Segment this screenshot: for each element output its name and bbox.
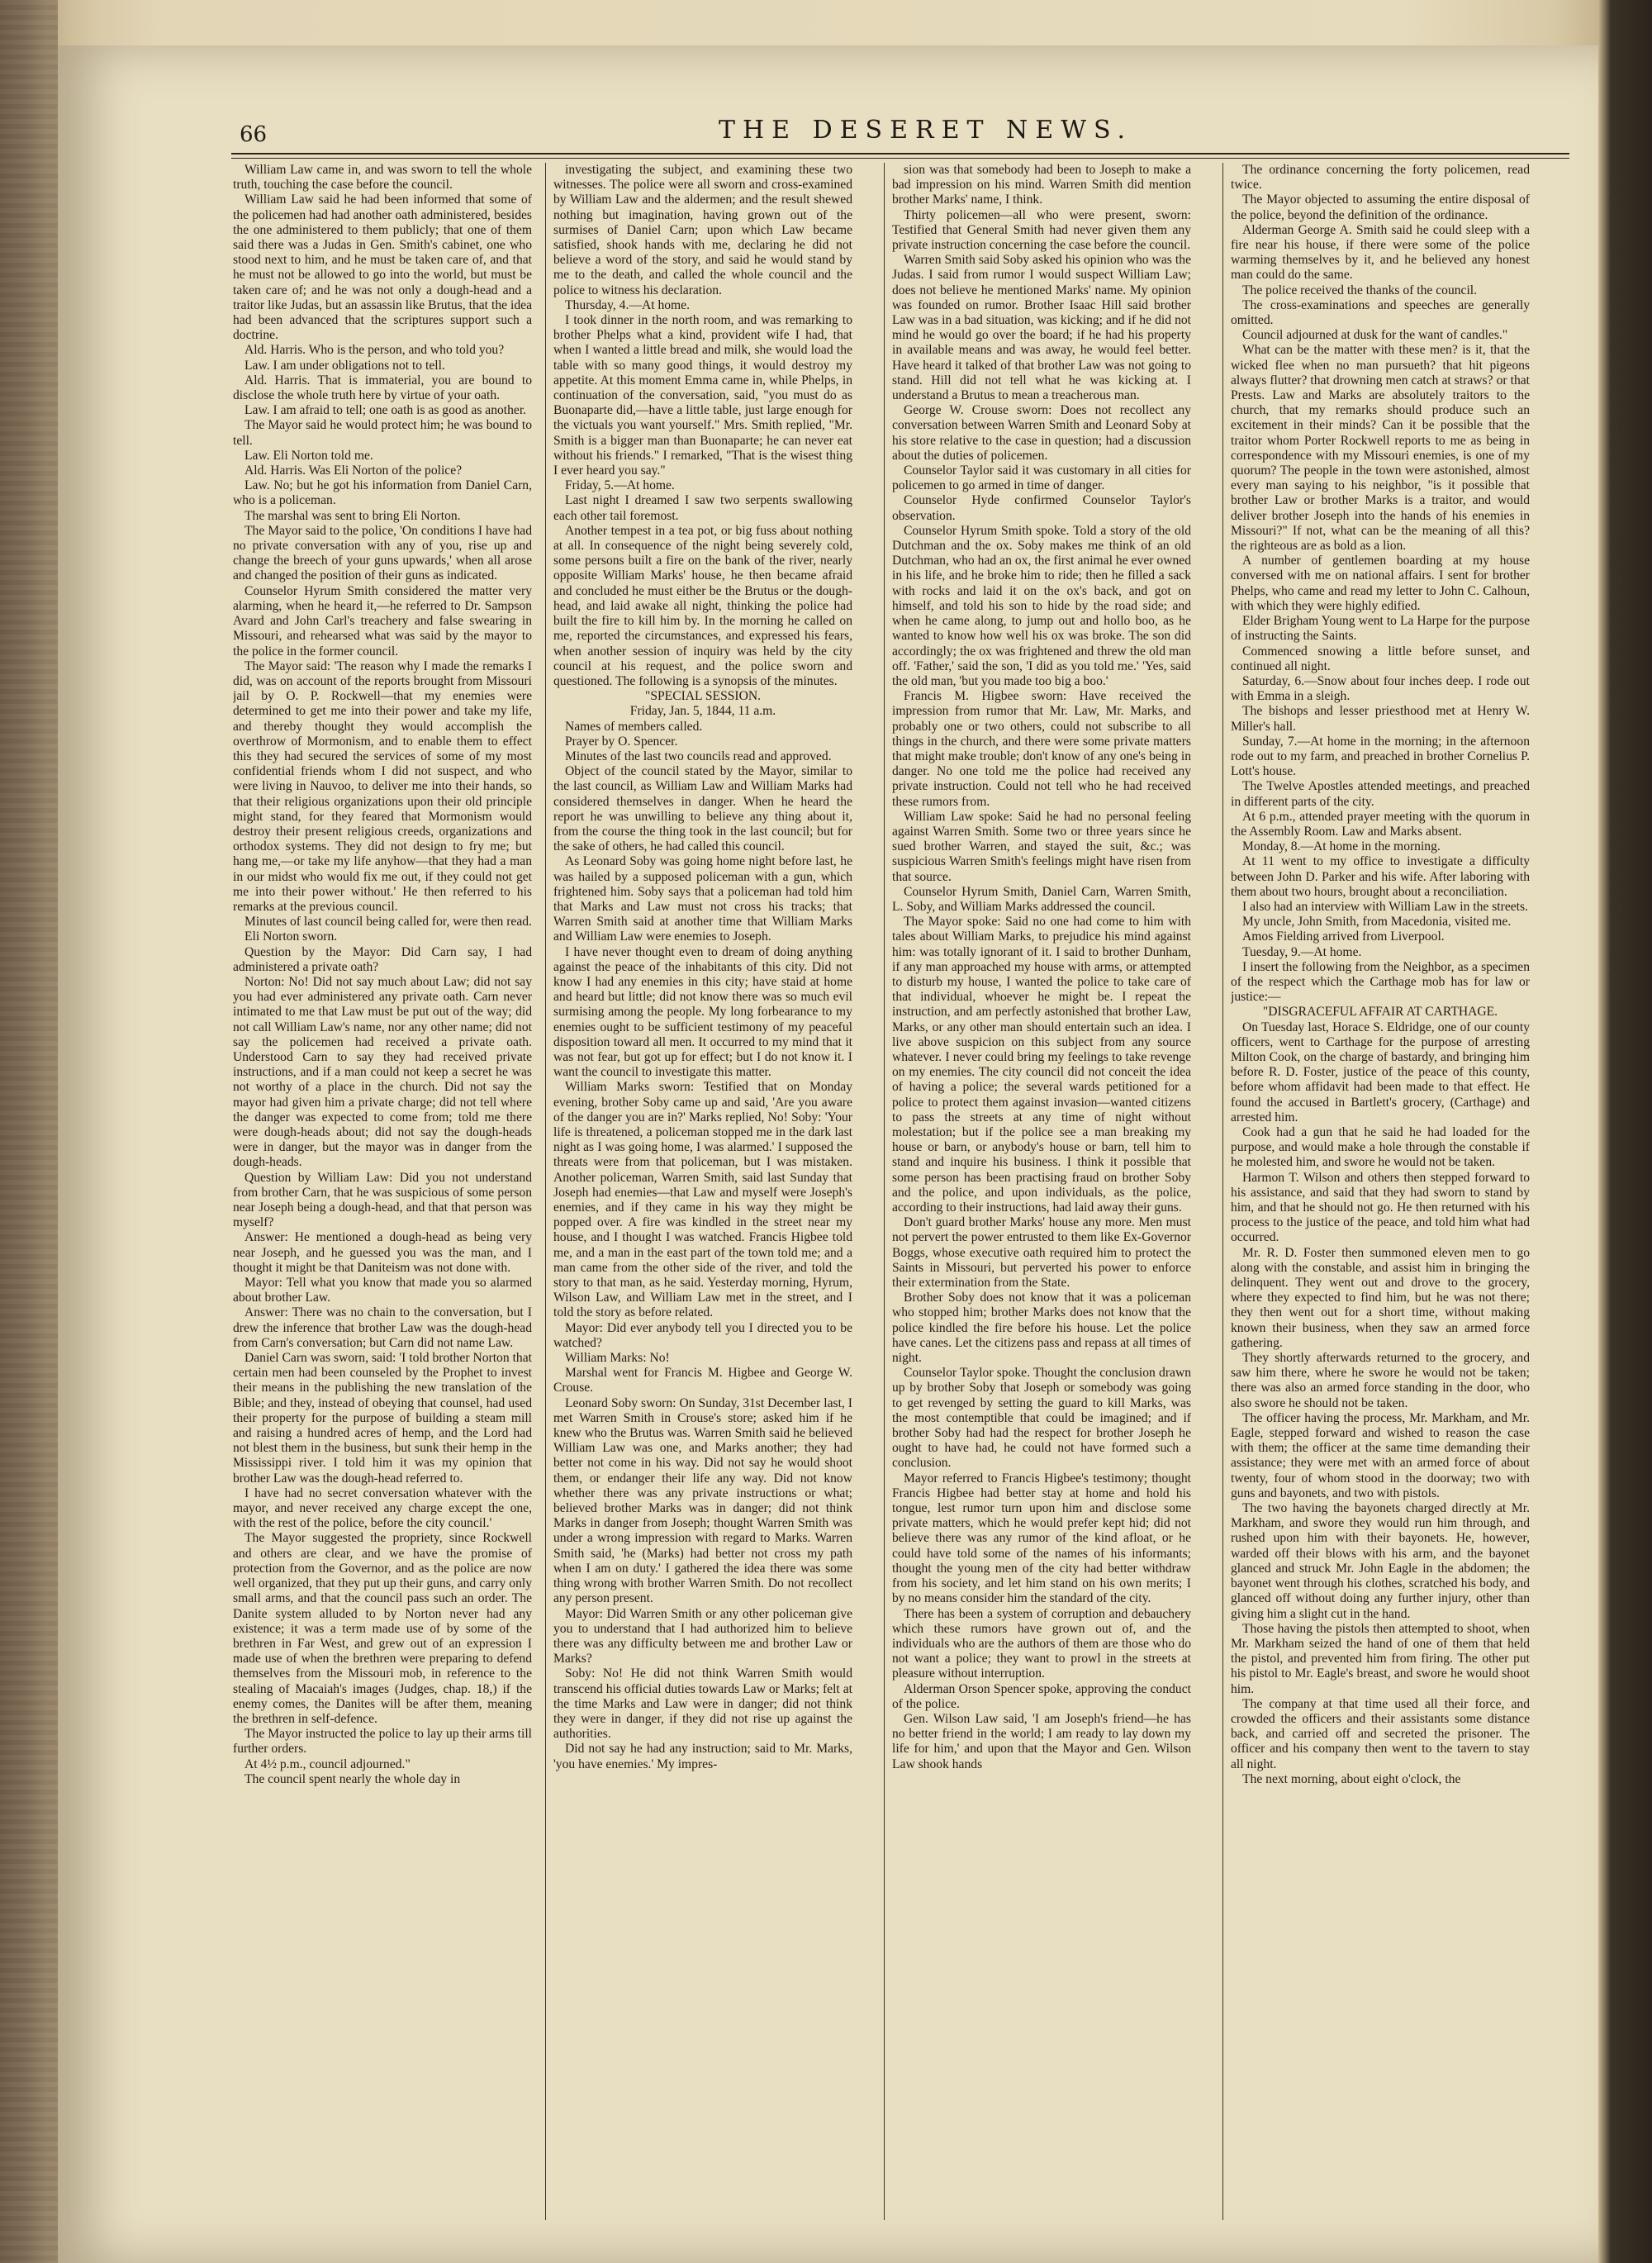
edge-fragment: on [1609,720,1621,734]
page-number: 66 [240,122,268,147]
edge-fragment: gr [1609,357,1620,370]
edge-fragment: it [1609,803,1616,816]
edge-fragment: Ca [1609,440,1623,453]
article-paragraph: Alderman George A. Smith said he could sleep with a fire near his house, if there were some of the police warming themselves by it, and he believed any honest man could do the same. [1231,222,1530,283]
article-paragraph: The next morning, about eight o'clock, the [1242,1771,1461,1786]
edge-fragment: Ju [1609,919,1621,932]
article-paragraph: Mayor: Tell what you know that made you so alarmed about brother Law. [233,1276,532,1305]
article-paragraph: sion was that somebody had been to Joseph to make a bad impression on his mind. Warren Smith did mention brother Marks' name, I think. [892,163,1191,207]
edge-fragment: ju [1609,291,1619,304]
article-paragraph: The Mayor instructed the police to lay up their arms till further orders. [233,1727,532,1757]
edge-fragment: he [1609,456,1621,469]
article-paragraph: Counselor Taylor spoke. Thought the conclusion drawn up by brother Soby that Joseph or somebody was going to get revenged by setting the guard to kill Marks, was the most contemptible that could be imagined; and if brother Soby had had the respect for brother Joseph he ought to have had, he could not have formed such a conclusion. [892,1366,1191,1471]
edge-fragment: bl [1609,423,1619,436]
article-paragraph: Law. No; but he got his information from Daniel Carn, who is a policeman. [233,478,532,508]
edge-fragment: be [1609,886,1621,899]
article-paragraph: Ald. Harris. That is immaterial, you are bound to disclose the whole truth here by virtue of your oath. [233,373,532,403]
article-paragraph: Question by the Mayor: Did Carn say, I had administered a private oath? [233,944,532,974]
article-paragraph: Warren Smith said Soby asked his opinion who was the Judas. I said from rumor I would suspect William Law; does not believe he mentioned Marks' name. My opinion was founded on rumor. Brother Isaac Hill said brother Law was in a bad situation, was kicking; and if he did not mind he would go over the board; if he had his property in available means and was away, he would feel better. Have heard it talked of that brother Law was not going to stand. Hill did not tell what he was kicking at. I understand a Brutus to mean a treacherous man. [892,253,1191,403]
article-paragraph: The two having the bayonets charged directly at Mr. Markham, and swore they would run him through, and rushed upon him with their bayonets. He, however, warded off their blows with his arm, and the bayonet glanced and struck Mr. John Eagle in the abdomen; the bayonet went through his clothes, scratched his body, and glanced off without doing any further injury, other than giving him a slight cut in the hand. [1231,1501,1530,1621]
article-paragraph: The marshal was sent to bring Eli Norton. [244,508,461,523]
column-2 [553,163,852,2220]
edge-fragment: fe [1609,588,1619,601]
edge-fragment: ev [1609,638,1621,651]
article-paragraph: Ald. Harris. Was Eli Norton of the police? [244,464,463,478]
article-paragraph: The cross-examinations and speeches are generally omitted. [1231,297,1530,328]
article-paragraph: The Mayor said: 'The reason why I made the remarks I did, was on account of the reports brought from Missouri jail by O. P. Rockwell—that my enemies were determined to get me into their power and take my life, and thereby thought they would accomplish the overthrow of Mormonism, and to enable them to effect this they had secured the services of some of my most confidential friends whom I did not suspect, and who were living in Nauvoo, to deliver me into their hands, so that their religious organizations upon their old principle might stand, for they feared that Mormonism would destroy their present religious creeds, organizations and orthodox systems. They did not design to fry me; but hang me,—or take my life anyhow—that they had a man in our midst who would fix me out, if they could not get me into their power without.' He then referred to his remarks at the previous council. [233,658,532,914]
edge-fragment: co [1609,489,1621,502]
article-paragraph: Last night I dreamed I saw two serpents swallowing each other tail foremost. [553,493,852,523]
edge-fragment: Co [1609,869,1624,882]
article-paragraph: Thursday, 4.—At home. [565,297,691,312]
article-paragraph: Alderman Orson Spencer spoke, approving the conduct of the police. [892,1681,1191,1711]
article-paragraph: Friday, Jan. 5, 1844, 11 a.m. [629,704,776,719]
column-divider [1222,163,1223,2220]
article-paragraph: Question by William Law: Did you not understand from brother Carn, that he was suspicious of some person near Joseph being a dough-head, and that that person was myself? [233,1170,532,1230]
edge-fragment: co [1609,192,1621,205]
article-paragraph: Monday, 8.—At home in the morning. [1242,839,1441,854]
edge-fragment: re [1609,406,1619,420]
header-rule [231,153,1569,155]
article-paragraph: The company at that time used all their force, and crowded the officers and their assistants some distance back, and carried off and secreted the prisoner. The officer and his company then went to the tavern to stay all night. [1231,1696,1530,1771]
article-paragraph: Answer: There was no chain to the conversation, but I drew the inference that brother Law was the dough-head from Carn's conversation; but Carn did not name Law. [233,1305,532,1350]
edge-fragment: w [1609,704,1618,717]
article-paragraph: Counselor Taylor said it was customary in all cities for policemen to go armed in time of danger. [892,464,1191,493]
article-paragraph: The bishops and lesser priesthood met at Henry W. Miller's hall. [1231,704,1530,734]
edge-fragment: St [1609,324,1620,337]
article-paragraph: investigating the subject, and examining these two witnesses. The police were all sworn and cross-examined by William Law and the aldermen; and the result shewed nothing but imagination, having grown out of the surmises of Daniel Carn; upon which Law became satisfied, shook hands with me, declaring he did not believe a word of the story, and said he would stand by me to the death, and called the whole council and the police to witness his declaration. [553,163,852,297]
article-paragraph: Brother Soby does not know that it was a policeman who stopped him; brother Marks does not know that the police kindled the fire before his house. Let the police have canes. Let the citizens pass and repass at all times of night. [892,1291,1191,1366]
article-paragraph: Council adjourned at dusk for the want of candles." [1242,328,1508,343]
article-paragraph: Harmon T. Wilson and others then stepped forward to his assistance, and said that they had sworn to stand by him, and that he should not go. He then returned with his process to the justice of the peace, and told him what had occurred. [1231,1170,1530,1245]
column-4 [1231,163,1530,2220]
article-paragraph: Law. I am afraid to tell; one oath is as good as another. [244,403,527,418]
edge-fragment: N [1609,241,1618,254]
column-divider [884,163,885,2220]
edge-fragment: sa [1609,985,1620,998]
article-paragraph: Mr. R. D. Foster then summoned eleven men to go along with the constable, and assist him in bringing the delinquent. They went out and drove to the grocery, where they expected to find him, but he was not there; they then went out for a short time, without making known their business, when they saw an armed force gathering. [1231,1245,1530,1350]
edge-fragment: he [1609,952,1621,965]
article-paragraph: Mayor: Did ever anybody tell you I directed you to be watched? [553,1320,852,1350]
edge-fragment: an [1609,654,1621,668]
article-paragraph: William Law said he had been informed that some of the policemen had had another oath administered, besides the one administered to them publicly; that one of them said there was a Judas in Gen. Smith's cabinet, one who stood next to him, and he must be taken care of, and that he must not be allowed to go into the world, but must be taken care of; and he was not only a dough-head and a traitor like Judas, but an assassin like Brutus, that the idea had been advanced that the scriptures support such a doctrine. [233,193,532,343]
article-paragraph: Another tempest in a tea pot, or big fuss about nothing at all. In consequence of the night being severely cold, some persons built a fire on the bank of the river, nearly opposite William Marks' house, he then became afraid and concluded he must either be the Brutus or the dough-head, and laid awake all night, thinking the police had built the fire to kill him by. In the morning he called on me, reported the circumstances, and expressed his fears, when another session of inquiry was held by the city council at his request, and the police sworn and questioned. The following is a synopsis of the minutes. [553,523,852,688]
article-paragraph: Norton: No! Did not say much about Law; did not say you had ever administered any private oath. Carn never intimated to me that Law must be put out of the way; did not call William Law's name, nor any other name; did not say the policemen had received a private oath. Understood Carn to say they had received private instructions, and if a man could not keep a secret he was not worthy of a place in the church. Did not say the mayor had given him a private charge; did not tell where the danger was expected to come from; told me there were dough-heads about; did not say the dough-heads were in danger, but the mayor was in danger from the dough-heads. [233,974,532,1170]
article-paragraph: At 11 went to my office to investigate a difficulty between John D. Parker and his wife. After laboring with them about two hours, brought about a reconciliation. [1231,854,1530,899]
edge-fragment: to [1609,225,1619,238]
article-paragraph: Counselor Hyrum Smith, Daniel Carn, Warren Smith, L. Soby, and William Marks addressed the council. [892,884,1191,914]
article-paragraph: Sunday, 7.—At home in the morning; in the afternoon rode out to my farm, and preached in brother Cornelius P. Lott's house. [1231,734,1530,779]
article-paragraph: The Twelve Apostles attended meetings, and preached in different parts of the city. [1231,779,1530,809]
article-paragraph: The officer having the process, Mr. Markham, and Mr. Eagle, stepped forward and wished to reason the case with them; the officer at the same time demanding their assistance; they were met with an armed force of about twenty, four of whom stood in the doorway; two with guns and bayonets, and two with pistols. [1231,1410,1530,1500]
article-paragraph: I took dinner in the north room, and was remarking to brother Phelps what a kind, provident wife I had, that when I wanted a little bread and milk, she would load the table with so many good things, it would destroy my appetite. At this moment Emma came in, while Phelps, in continuation of the conversation, said, "you must do as Buonaparte did,—have a little table, just large enough for the victuals you want yourself." Mrs. Smith replied, "Mr. Smith is a bigger man than Buonaparte; he can never eat without his friends." I remarked, "That is the wisest thing I ever heard you say." [553,313,852,478]
edge-fragment: do [1609,968,1621,982]
edge-fragment: su [1609,473,1621,486]
article-paragraph: Commenced snowing a little before sunset, and continued all night. [1231,644,1530,673]
edge-fragment: ac [1609,539,1621,552]
article-paragraph: At 4½ p.m., council adjourned." [244,1757,411,1771]
article-paragraph: The ordinance concerning the forty policemen, read twice. [1231,163,1530,193]
article-paragraph: Daniel Carn was sworn, said: 'I told brother Norton that certain men had been counseled by the Prophet to invest their means in the publishing the new translation of the Bible; and they, instead of obeying that counsel, had used their property for the purpose of building a steam mill and raising a hundred acres of hemp, and the Lord had not blest them in the business, but sunk their hemp in the Mississippi river. I told him it was my opinion that brother Law was the dough-head referred to. [233,1351,532,1486]
article-paragraph: Don't guard brother Marks' house any more. Men must not pervert the power entrusted to them like Ex-Governor Boggs, whose executive oath required him to protect the Saints in Missouri, but perverted his power to enforce their extermination from the State. [892,1215,1191,1291]
edge-fragment: sa [1609,555,1620,568]
article-paragraph: Thirty policemen—all who were present, sworn: Testified that General Smith had never given them any private instruction concerning the case before the council. [892,207,1191,253]
header-rule-thin [231,158,1569,159]
article-paragraph: Amos Fielding arrived from Liverpool. [1242,929,1445,944]
article-paragraph: The Mayor said he would protect him; he was bound to tell. [233,418,532,448]
edge-fragment: th [1609,770,1619,783]
article-paragraph: Saturday, 6.—Snow about four inches deep. I rode out with Emma in a sleigh. [1231,673,1530,704]
edge-fragment: W [1609,258,1621,271]
article-paragraph: Minutes of the last two councils read and approved. [565,749,832,763]
article-paragraph: Ald. Harris. Who is the person, and who told you? [244,343,505,358]
article-paragraph: George W. Crouse sworn: Does not recollect any conversation between Warren Smith and Leonard Soby at his store relative to the case in question; had a discussion about the duties of policemen. [892,403,1191,463]
article-paragraph: The Mayor objected to assuming the entire disposal of the police, beyond the definition of the ordinance. [1231,193,1530,222]
edge-fragment: fl [1609,853,1617,866]
edge-fragment: se [1609,340,1620,354]
article-paragraph: The Mayor spoke: Said no one had come to him with tales about William Marks, to prejudice his mind against him: was totally ignorant of it. I said to brother Dunham, if any man approached my house with arms, or attempted to disturb my house, I wanted the police to take care of that individual, whoever he might be. I repeat the instruction, and am perfectly astonished that brother Law, Marks, or any other man should entertain such an idea. I live above suspicion on this subject from any source whatever. I never could bring my feelings to take revenge on my enemies. The city council did not conceit the idea of having a police; the several wards petitioned for a police to protect them against invasion—wanted citizens to pass the streets at any time of night without molestation; but if the police see a man breaking my house or barn, or anybody's house or barn, tell him to stand and inquire his business. I think it possible that some person has been practising fraud on brother Soby and the police, and upon individuals, as the police, according to their instructions, had laid away their guns. [892,915,1191,1215]
article-paragraph: The police received the thanks of the council. [1242,283,1478,297]
masthead-title: THE DESERET NEWS. [719,116,1133,145]
article-paragraph: Gen. Wilson Law said, 'I am Joseph's friend—he has no better friend in the world; I am ready to lay down my life for him,' and upon that the Mayor and Gen. Wilson Law shook hands [892,1711,1191,1771]
edge-fragment: th [1609,605,1619,618]
article-paragraph: Counselor Hyde confirmed Counselor Taylor's observation. [892,493,1191,523]
book-spine [0,0,58,2263]
article-paragraph: Those having the pistols then attempted to shoot, when Mr. Markham seized the hand of one of them that held the pistol, and prevented him from firing. The other put his pistol to Mr. Eagle's breast, and swore he would shoot him. [1231,1621,1530,1696]
article-paragraph: Eli Norton sworn. [244,929,338,944]
article-paragraph: Minutes of last council being called for, were then read. [244,915,532,929]
edge-fragment: M [1609,274,1621,288]
article-paragraph: I have never thought even to dream of doing anything against the peace of the inhabitants of this city. Did not know I had any enemies in this city; have staid at home and heard but little; did not know there was so much evil surmising among the people. My long forbearance to my enemies ought to be sufficient testimony of my peaceful disposition toward all men. It occurred to my mind that it was not fear, but got up for effect; but I do not know it. I want the council to investigate this matter. [553,944,852,1080]
edge-fragment: he [1609,787,1621,800]
edge-fragment: by [1609,687,1621,701]
article-paragraph: On Tuesday last, Horace S. Eldridge, one of our county officers, went to Carthage for the purpose of arresting Milton Cook, on the charge of bastardy, and bringing him before R. D. Foster, justice of the peace of this county, before whom affidavit had been made to that effect. He found the accused in Bartlett's grocery, (Carthage) and arrested him. [1231,1020,1530,1124]
article-paragraph: Marshal went for Francis M. Higbee and George W. Crouse. [553,1366,852,1395]
column-3 [892,163,1191,2220]
edge-fragment: st [1609,671,1618,684]
edge-fragment: an [1609,373,1621,387]
article-paragraph: As Leonard Soby was going home night before last, he was hailed by a supposed policeman with a gun, which frightened him. Soby says that a policeman had told him that Marks and Law must not cross his tracks; that Warren Smith said at another time that William Marks and William Law were enemies to Joseph. [553,854,852,944]
article-paragraph: There has been a system of corruption and debauchery which these rumors have grown out of, and the individuals who are the authors of them are those who do not want a police; they want to prowl in the streets at pleasure without interruption. [892,1606,1191,1681]
edge-fragment: de [1609,737,1621,750]
article-paragraph: The Mayor suggested the propriety, since Rockwell and others are clear, and we have the promise of protection from the Governor, and as the police are now well organized, that they put up their guns, and carry only small arms, and that the council pass such an order. The Danite system alluded to by Norton never had any existence; it was a term made use of by some of the brethren in Far West, and grew out of an expression I made use of when the brethren were preparing to defend themselves from the Missouri mob, in reference to the stealing of Macaiah's images (Judges, chap. 18,) if the enemy comes, the Danites will be after them, meaning the brethren in self-defence. [233,1531,532,1726]
edge-fragment: te [1609,820,1618,833]
article-paragraph: The Mayor said to the police, 'On conditions I have had no private conversation with any of you, rise up and change the breech of your guns upwards,' when all arose and changed the position of their guns as indicated. [233,523,532,583]
article-paragraph: I also had an interview with William Law in the streets. [1242,899,1528,914]
article-paragraph: What can be the matter with these men? is it, that the wicked flee when no man pursueth? that hit pigeons always flutter? that drowning men catch at straws? or that Prests. Law and Marks are absolutely traitors to the church, that my remarks should produce such an excitement in their minds? Can it be possible that the traitor whom Porter Rockwell reports to me as being in correspondence with my Missouri enemies, is one of my quorum? The people in the town were astonished, almost every man saying to his neighbor, "is it possible that brother Law or brother Marks is a traitor, and would deliver brother Joseph into the hands of his enemies in Missouri?" If not, what can be the meaning of all this? the righteous are as bold as a lion. [1231,343,1530,554]
article-paragraph: Counselor Hyrum Smith spoke. Told a story of the old Dutchman and the ox. Soby makes me think of an old Dutchman, who had an ox, the first animal he ever owned in his life, and he broke him to ride; then he filled a sack with rocks and laid it on the ox's back, and got on himself, and told his son to hide by the road side; and when he came along, to jump out and hollo boo, as he wanted to know how well his ox was broke. The son did accordingly; the ox was frightened and threw the old man off. 'Father,' said the son, 'I did as you told me.' 'Yes, said the old man, 'but you made too big a boo.' [892,523,1191,688]
column-divider [545,163,546,2220]
article-paragraph: Friday, 5.—At home. [565,478,675,493]
article-paragraph: Francis M. Higbee sworn: Have received the impression from rumor that Mr. Law, Mr. Marks, and probably one or two others, could not subscribe to all things in the church, and there were some private matters that might make trouble; don't know of any one's being in danger. No one told me the police had received any private instruction. Could not tell who he had received these rumors from. [892,689,1191,809]
edge-fragment: ca [1609,506,1621,519]
article-paragraph: Names of members called. [565,719,703,734]
article-paragraph: Mayor referred to Francis Higbee's testimony; thought Francis Higbee had better stay at home and hold his tongue, lest rumor turn upon him and disclose some private matters, which he would prefer kept hid; did not believe there was any rumor of the kind afloat, or he could have told some of the names of his informants; thought the young men of the city had better withdraw from his society, and let him stand on his own merits; I by no means consider him the standard of the city. [892,1471,1191,1606]
article-paragraph: Answer: He mentioned a dough-head as being very near Joseph, and he guessed you was the man, and I thought it might be that Daniteism was not done with. [233,1230,532,1275]
article-paragraph: Soby: No! He did not think Warren Smith would transcend his official duties towards Law or Marks; felt at the time Marks and Law were in danger; did not think they were in danger, if they did not rise up against the authorities. [553,1666,852,1742]
edge-fragment: Bi [1609,935,1621,948]
article-paragraph: "SPECIAL SESSION. [644,689,762,704]
article-paragraph: Counselor Hyrum Smith considered the matter very alarming, when he heard it,—he referred to Dr. Sampson Avard and John Carl's treachery and false swearing in Missouri, and rehearsed what was said by the mayor to the police in the former council. [233,583,532,658]
article-paragraph: My uncle, John Smith, from Macedonia, visited me. [1242,915,1512,929]
article-paragraph: Elder Brigham Young went to La Harpe for the purpose of instructing the Saints. [1231,614,1530,644]
article-paragraph: William Law spoke: Said he had no personal feeling against Warren Smith. Some two or three years since he sued brother Warren, and stayed the suit, &c.; was suspicious Warren Smith's feelings might have risen from that source. [892,809,1191,884]
article-paragraph: Cook had a gun that he said he had loaded for the purpose, and would make a hole through the constable if he molested him, and swore he would not be taken. [1231,1125,1530,1170]
edge-fragment: Or [1609,522,1622,535]
article-paragraph: A number of gentlemen boarding at my house conversed with me on national affairs. I sent for brother Phelps, who came and read my letter to John C. Calhoun, with which they were highly edified. [1231,554,1530,613]
article-paragraph: William Marks sworn: Testified that on Monday evening, brother Soby came up and said, 'Are you aware of the danger you are in?' Marks replied, No! Soby: 'Your life is threatened, a policeman stopped me in the dark last night as I was going home, I was alarmed.' I supposed the threats were from that policeman, but I was mistaken. Another policeman, Warren Smith, said last Sunday that Joseph had enemies—that Law and myself were Joseph's enemies, and if they came in his way they might be popped over. A fire was kindled in the street near my house, and I thought I was watched. Francis Higbee told me, and a man in the east part of the town told me; and a man came from the other side of the river, and told the story to that man, as he said. Yesterday morning, Hyrum, Wilson Law, and William Law met in the street, and I told the story as before related. [553,1080,852,1320]
article-paragraph: The council spent nearly the whole day in [244,1771,461,1786]
article-paragraph: At 6 p.m., attended prayer meeting with the quorum in the Assembly Room. Law and Marks absent. [1231,809,1530,839]
article-paragraph: William Law came in, and was sworn to tell the whole truth, touching the case before the council. [233,163,532,193]
edge-fragment: ed [1609,754,1621,767]
edge-fragment: ra [1609,836,1619,849]
article-paragraph: Mayor: Did Warren Smith or any other policeman give you to understand that I had authorized him to believe there was any difficulty between me and brother Law or Marks? [553,1606,852,1666]
article-paragraph: Leonard Soby sworn: On Sunday, 31st December last, I met Warren Smith in Crouse's store; asked him if he knew who the Brutus was. Warren Smith said he believed William Law was one, and Marks another; they had better not come in his way. Did not say he would shoot them, or endanger their life any way. Did not know whether there was any private instructions or what; believed brother Marks was in danger; did not think Marks in danger from Joseph; thought Warren Smith was under a wrong impression with regard to Marks. Warren Smith said, 'he (Marks) had better not cross my path when I am on duty.' I gathered the idea there was some thing wrong with brother Warren Smith. Do not recollect any person present. [553,1395,852,1606]
edge-fragment: ar [1609,390,1619,403]
next-page-edge-text [1609,174,1646,2156]
article-paragraph: They shortly afterwards returned to the grocery, and saw him there, where he swore he would not be taken; there was also an armed force standing in the door, who also swore he should not be taken. [1231,1351,1530,1410]
article-paragraph: Tuesday, 9.—At home. [1242,944,1362,959]
article-paragraph: I have had no secret conversation whatever with the mayor, and never received any charge except the one, with the rest of the police, before the city council.' [233,1486,532,1531]
edge-fragment: fa [1609,621,1619,635]
article-paragraph: Law. I am under obligations not to tell. [244,358,445,373]
article-paragraph: "DISGRACEFUL AFFAIR AT CARTHAGE. [1262,1005,1498,1020]
edge-fragment: D [1609,307,1618,321]
article-paragraph: Object of the council stated by the Mayor, similar to the last council, as William Law and William Marks had considered themselves in danger. When he heard the report he was unwilling to believe any thing about it, from the course the thing took in the last council; but for the sake of others, he had called this council. [553,764,852,854]
article-paragraph: Did not say he had any instruction; said to Mr. Marks, 'you have enemies.' My impres- [553,1742,852,1771]
edge-fragment: th [1609,208,1619,221]
edge-fragment: re [1609,175,1619,188]
article-paragraph: Prayer by O. Spencer. [565,734,678,749]
edge-fragment: Ch [1609,902,1624,915]
article-paragraph: I insert the following from the Neighbor, as a specimen of the respect which the Carthage mob has for law or justice:— [1231,959,1530,1005]
article-paragraph: Law. Eli Norton told me. [244,448,373,463]
article-paragraph: William Marks: No! [565,1351,670,1366]
edge-fragment: By [1609,572,1624,585]
column-1 [233,163,532,2220]
